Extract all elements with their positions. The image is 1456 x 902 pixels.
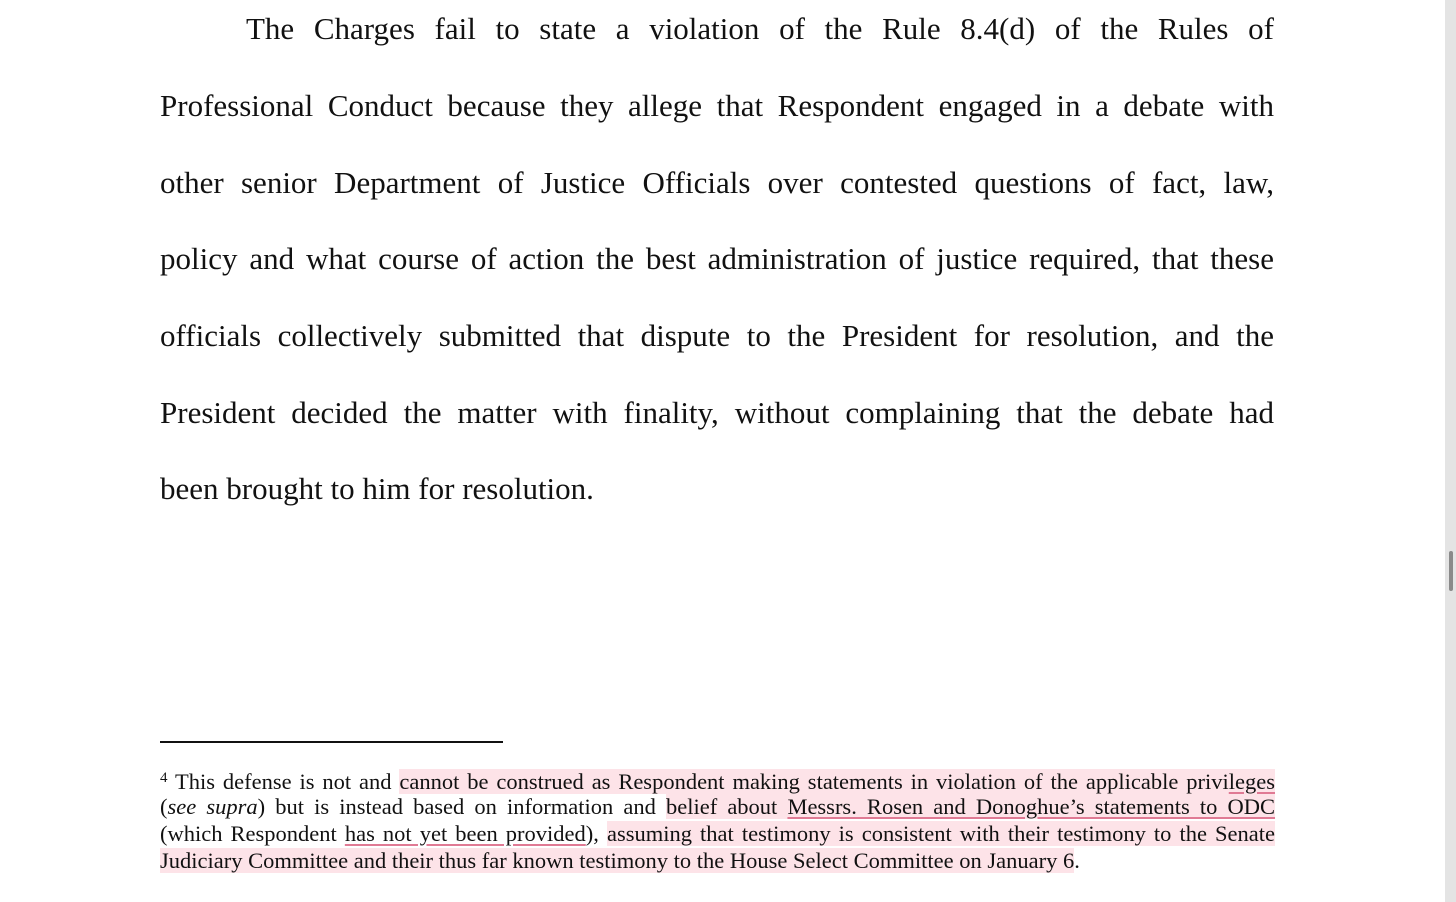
footnote-line: Judiciary Committee and their thus far known testimony to the House Select Committee on January 6. (160, 848, 1080, 873)
footnote-separator (160, 741, 503, 743)
vertical-scrollbar[interactable] (1445, 0, 1456, 902)
highlight: cannot be construed as Respondent making statements in violation of the applicable privi (399, 769, 1229, 794)
body-line: officials collectively submitted that dispute to the President for resolution, and the (160, 318, 1274, 353)
body-line: President decided the matter with finality, without complaining that the debate had (160, 395, 1274, 430)
footnote-line: $^4$ This defense is not and cannot be construed as Respondent making statements in violation of the applicable privileges (160, 769, 1275, 794)
underline: has not yet been provided (344, 821, 586, 846)
highlight: belief about (665, 794, 788, 819)
highlight-underline: Messrs. Rosen and Donoghue’s statements to ODC (787, 794, 1275, 819)
body-line: Professional Conduct because they allege that Respondent engaged in a debate with (160, 88, 1274, 123)
footnote-line: (see supra) but is instead based on information and belief about Messrs. Rosen and Donoghue’s statements to ODC (160, 794, 1275, 819)
body-line: been brought to him for resolution. (160, 471, 594, 506)
body-line: other senior Department of Justice Officials over contested questions of fact, law, (160, 165, 1274, 200)
body-line: policy and what course of action the best administration of justice required, that these (160, 241, 1274, 276)
footnote-number: 4 (160, 770, 168, 786)
scrollbar-thumb[interactable] (1449, 551, 1453, 591)
body-line: The Charges fail to state a violation of the Rule 8.4(d) of the Rules of (246, 11, 1274, 46)
highlight: assuming that testimony is consistent with their testimony to the Senate (606, 821, 1276, 846)
highlight-underline: leges (1228, 769, 1275, 794)
footnote-line: (which Respondent has not yet been provided), assuming that testimony is consistent with their testimony to the Senate (160, 821, 1276, 846)
highlight: Judiciary Committee and their thus far known testimony to the House Select Committee on January 6 (160, 848, 1075, 873)
